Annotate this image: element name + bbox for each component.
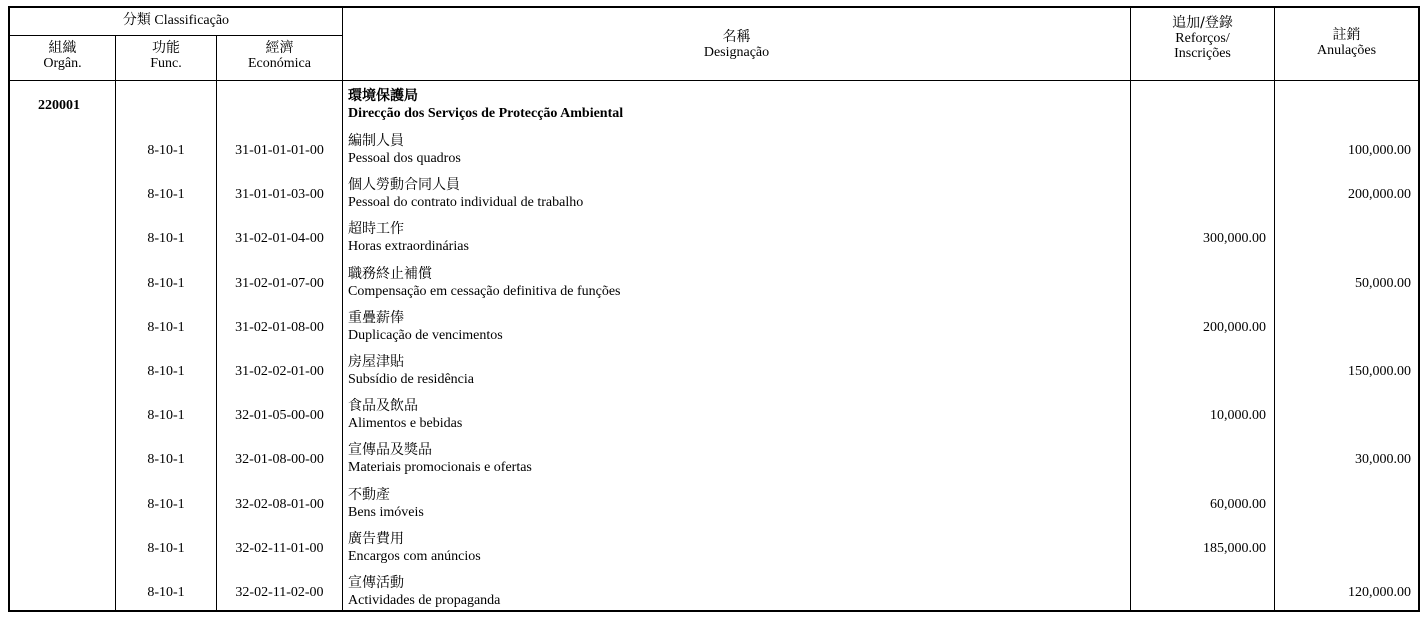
func-code: 8-10-1 — [147, 496, 185, 512]
item-name-zh: 個人勞動合同人員 — [348, 177, 460, 194]
econ-code: 32-02-08-01-00 — [235, 496, 324, 512]
item-name-zh: 超時工作 — [348, 221, 404, 238]
econ-code: 31-02-01-04-00 — [235, 231, 324, 247]
func-code: 8-10-1 — [147, 275, 185, 291]
item-name-zh: 宣傳品及獎品 — [348, 442, 432, 459]
reinforcement-amount: 185,000.00 — [1203, 540, 1266, 556]
func-code: 8-10-1 — [147, 408, 185, 424]
item-name-pt: Compensação em cessação definitiva de funções — [348, 283, 621, 299]
econ-code: 31-02-02-01-00 — [235, 364, 324, 379]
org-name-zh: 環境保護局 — [348, 88, 418, 104]
econ-code: 31-01-01-01-00 — [235, 143, 324, 158]
designation-header: 名稱 Designação — [703, 29, 770, 60]
func-code: 8-10-1 — [147, 187, 185, 203]
item-name-pt: Pessoal do contrato individual de trabalho — [348, 195, 584, 211]
econ-code: 31-02-01-07-00 — [235, 275, 324, 291]
reinforcement-amount: 60,000.00 — [1210, 496, 1266, 512]
item-name-zh: 房屋津貼 — [348, 354, 404, 370]
func-header: 功能 Func. — [150, 40, 182, 71]
reinforcements-header: 追加/登錄 Reforços/ Inscrições — [1172, 15, 1233, 61]
item-name-pt: Subsídio de residência — [348, 372, 474, 387]
econ-code: 32-01-08-00-00 — [235, 452, 324, 468]
org-name-pt: Direcção dos Serviços de Protecção Ambiental — [348, 106, 624, 121]
reinforcement-amount: 200,000.00 — [1203, 319, 1266, 335]
item-name-pt: Materiais promocionais e ofertas — [348, 460, 532, 476]
econ-code: 32-02-11-01-00 — [235, 540, 324, 556]
org-code: 220001 — [38, 98, 80, 113]
item-name-pt: Pessoal dos quadros — [348, 151, 461, 166]
cancellation-amount: 30,000.00 — [1355, 452, 1411, 468]
func-code: 8-10-1 — [147, 231, 185, 247]
column-divider — [1274, 8, 1275, 610]
func-code: 8-10-1 — [147, 585, 185, 600]
item-name-pt: Encargos com anúncios — [348, 548, 481, 564]
econ-code: 31-02-01-08-00 — [235, 319, 324, 335]
item-name-zh: 宣傳活動 — [348, 575, 404, 591]
column-divider — [342, 8, 343, 610]
classification-header: 分類 Classificação — [122, 13, 230, 28]
cancellation-amount: 200,000.00 — [1348, 187, 1411, 203]
reinforcement-amount: 300,000.00 — [1203, 231, 1266, 247]
func-code: 8-10-1 — [147, 540, 185, 556]
item-name-pt: Actividades de propaganda — [348, 593, 501, 608]
item-name-pt: Horas extraordinárias — [348, 239, 469, 255]
item-name-zh: 重疊薪俸 — [348, 309, 404, 326]
item-name-zh: 職務終止補償 — [348, 265, 432, 282]
item-name-zh: 編制人員 — [348, 133, 404, 149]
column-divider — [1130, 8, 1131, 610]
func-code: 8-10-1 — [147, 319, 185, 335]
func-code: 8-10-1 — [147, 452, 185, 468]
budget-table — [8, 6, 1420, 612]
header-bottom-rule — [10, 80, 1418, 81]
cancellation-amount: 150,000.00 — [1348, 364, 1411, 379]
econ-code: 32-01-05-00-00 — [235, 408, 324, 424]
cancellation-amount: 50,000.00 — [1355, 275, 1411, 291]
org-header: 組織 Orgân. — [43, 40, 82, 71]
econ-code: 31-01-01-03-00 — [235, 187, 324, 203]
item-name-zh: 廣告費用 — [348, 530, 404, 547]
item-name-zh: 食品及飲品 — [348, 398, 418, 415]
item-name-pt: Alimentos e bebidas — [348, 416, 463, 432]
item-name-zh: 不動產 — [348, 486, 390, 503]
reinforcement-amount: 10,000.00 — [1210, 408, 1266, 424]
header-subdivider — [10, 35, 342, 36]
cancellation-amount: 120,000.00 — [1348, 585, 1411, 600]
econ-header: 經濟 Económica — [248, 40, 311, 71]
econ-code: 32-02-11-02-00 — [235, 585, 324, 600]
item-name-pt: Duplicação de vencimentos — [348, 327, 503, 343]
cancellations-header: 註銷 Anulações — [1316, 27, 1377, 58]
cancellation-amount: 100,000.00 — [1348, 143, 1411, 158]
item-name-pt: Bens imóveis — [348, 504, 424, 520]
func-code: 8-10-1 — [147, 143, 185, 158]
func-code: 8-10-1 — [147, 364, 185, 379]
